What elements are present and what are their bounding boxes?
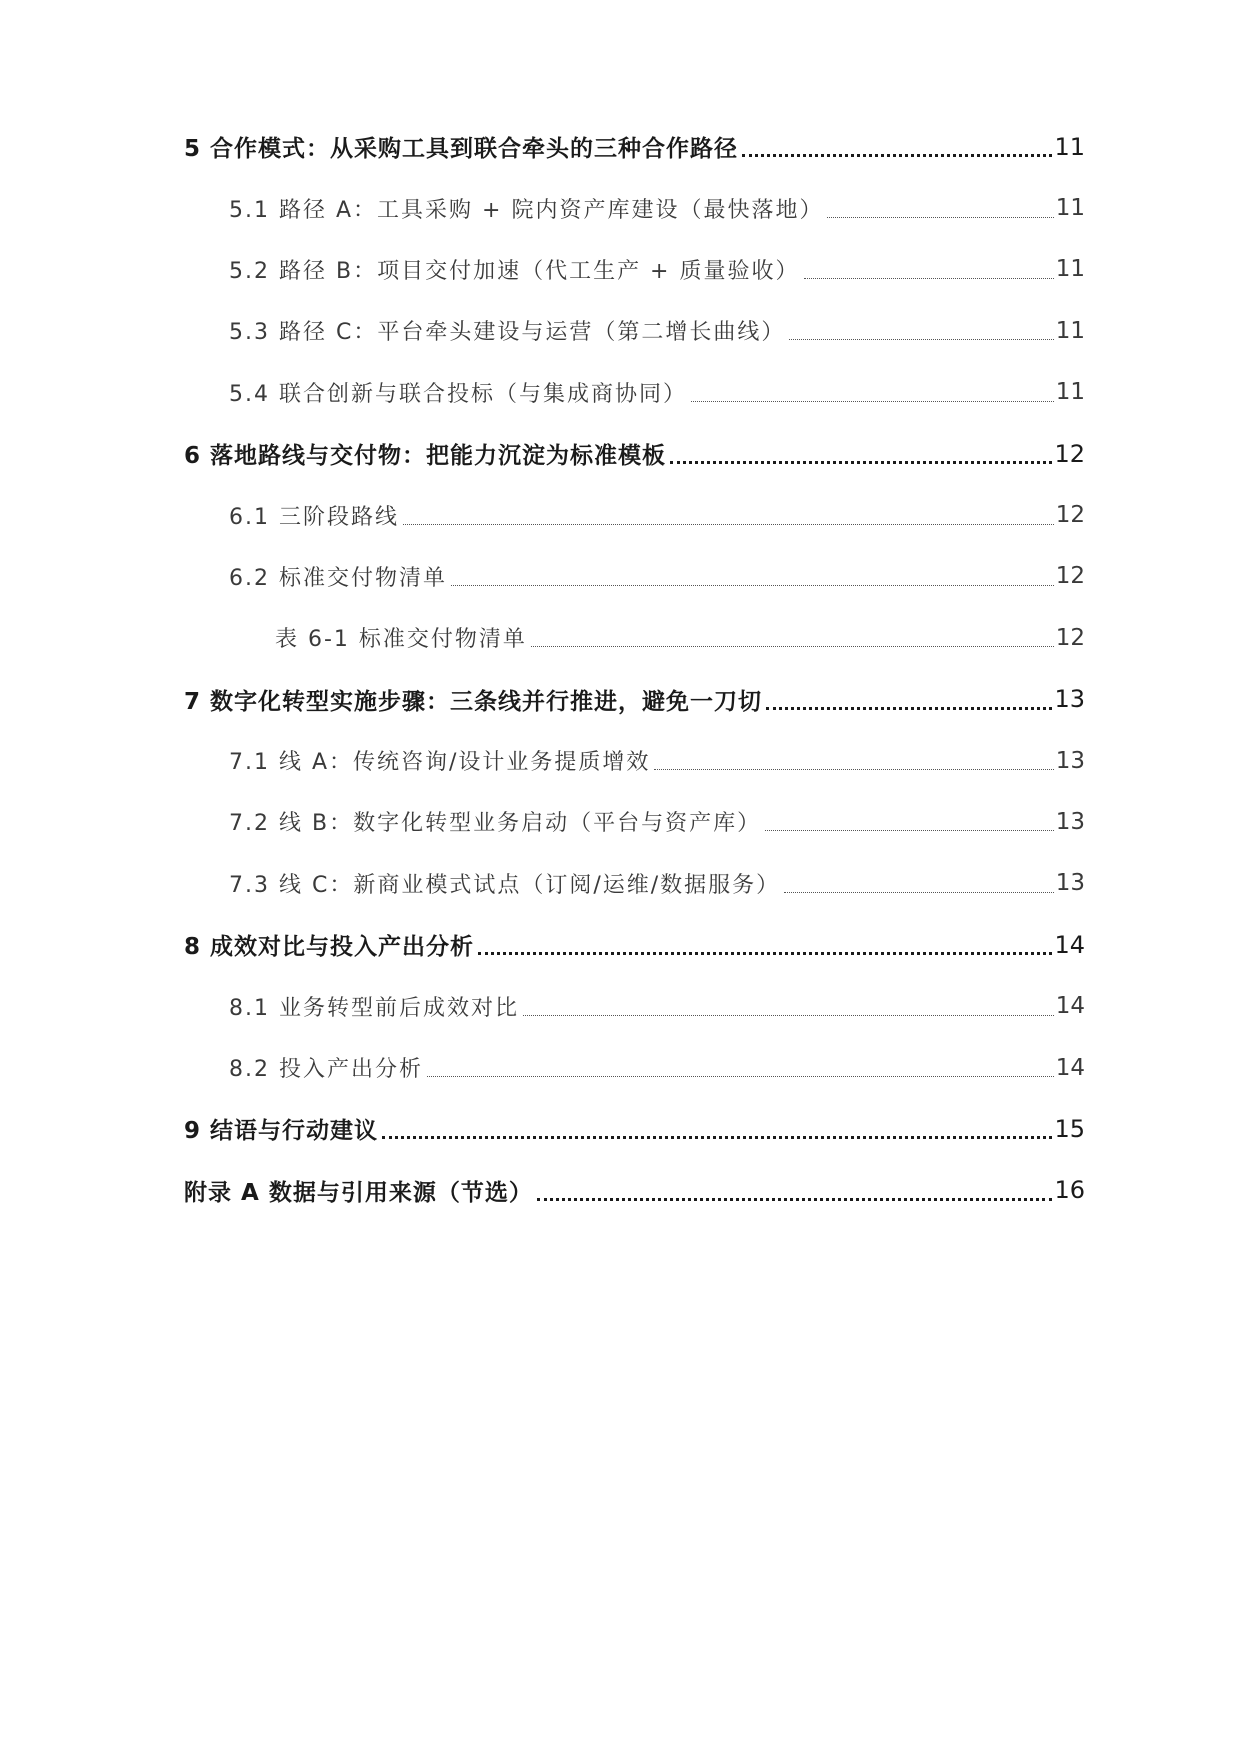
toc-entry-title: 6.2 标准交付物清单 [229,561,449,592]
toc-leader-dots [789,339,1053,340]
toc-entry-title: 5.3 路径 C：平台牵头建设与运营（第二增长曲线） [229,315,787,346]
toc-entry-title: 9 结语与行动建议 [184,1112,380,1145]
toc-entry[interactable] [0,607,1237,668]
toc-leader-dots [804,278,1054,279]
toc-leader-dots [427,1076,1054,1077]
toc-entry-title: 6.1 三阶段路线 [229,500,401,531]
toc-entry-page: 13 [1055,747,1085,774]
toc-entry[interactable] [0,362,1237,423]
toc-entry-title: 5.4 联合创新与联合投标（与集成商协同） [229,377,689,408]
toc-entry[interactable] [0,791,1237,852]
toc-leader-dots [784,892,1054,893]
toc-entry-page: 11 [1055,256,1085,283]
toc-entry-page: 11 [1055,195,1085,222]
toc-entry-title: 7 数字化转型实施步骤：三条线并行推进，避免一刀切 [184,683,764,716]
toc-entry-title: 表 6-1 标准交付物清单 [275,622,529,653]
toc-entry-page: 13 [1055,808,1085,835]
toc-entry-page: 11 [1055,317,1085,344]
toc-entry[interactable] [0,975,1237,1036]
toc-leader-dots [523,1015,1054,1016]
toc-entry-page: 11 [1055,379,1085,406]
toc-entry-page: 12 [1054,439,1085,468]
toc-entry[interactable] [0,239,1237,300]
toc-entry-title: 6 落地路线与交付物：把能力沉淀为标准模板 [184,437,668,470]
toc-leader-dots [827,217,1053,218]
toc-entry-page: 14 [1055,993,1085,1020]
toc-entry-title: 8.2 投入产出分析 [229,1052,425,1083]
toc-entry[interactable] [0,1037,1237,1098]
toc-leader-dots [742,154,1052,157]
toc-entry[interactable] [0,116,1237,177]
toc-entry[interactable] [0,423,1237,484]
toc-leader-dots [654,769,1053,770]
toc-leader-dots [478,952,1052,955]
toc-entry-page: 16 [1054,1176,1085,1205]
toc-leader-dots [531,646,1054,647]
toc-entry-page: 12 [1055,502,1085,529]
toc-entry[interactable] [0,730,1237,791]
toc-entry[interactable] [0,914,1237,975]
table-of-contents [0,116,1237,1221]
toc-entry-title: 5.2 路径 B：项目交付加速（代工生产 + 质量验收） [229,254,802,285]
toc-leader-dots [765,830,1054,831]
toc-entry-page: 12 [1055,563,1085,590]
toc-leader-dots [403,524,1054,525]
toc-entry[interactable] [0,669,1237,730]
toc-entry[interactable] [0,546,1237,607]
toc-leader-dots [451,585,1054,586]
toc-entry-title: 7.1 线 A：传统咨询/设计业务提质增效 [229,745,652,776]
toc-leader-dots [670,461,1052,464]
toc-entry-title: 附录 A 数据与引用来源（节选） [184,1174,535,1207]
toc-entry-page: 12 [1055,624,1085,651]
toc-entry[interactable] [0,484,1237,545]
toc-entry[interactable] [0,300,1237,361]
toc-entry[interactable] [0,1098,1237,1159]
toc-entry[interactable] [0,177,1237,238]
toc-entry-title: 8.1 业务转型前后成效对比 [229,991,521,1022]
toc-entry-page: 14 [1054,930,1085,959]
toc-leader-dots [766,707,1052,710]
toc-entry-page: 13 [1054,685,1085,714]
toc-entry-title: 5 合作模式：从采购工具到联合牵头的三种合作路径 [184,130,740,163]
toc-entry-page: 14 [1055,1054,1085,1081]
toc-entry[interactable] [0,1160,1237,1221]
toc-entry-title: 7.3 线 C：新商业模式试点（订阅/运维/数据服务） [229,868,782,899]
toc-leader-dots [382,1136,1052,1139]
toc-entry[interactable] [0,853,1237,914]
toc-entry-title: 5.1 路径 A：工具采购 + 院内资产库建设（最快落地） [229,193,825,224]
toc-leader-dots [691,401,1054,402]
toc-entry-title: 7.2 线 B：数字化转型业务启动（平台与资产库） [229,806,763,837]
toc-entry-page: 13 [1055,870,1085,897]
toc-leader-dots [537,1198,1053,1201]
toc-entry-title: 8 成效对比与投入产出分析 [184,928,476,961]
toc-entry-page: 15 [1054,1114,1085,1143]
toc-entry-page: 11 [1054,132,1085,161]
